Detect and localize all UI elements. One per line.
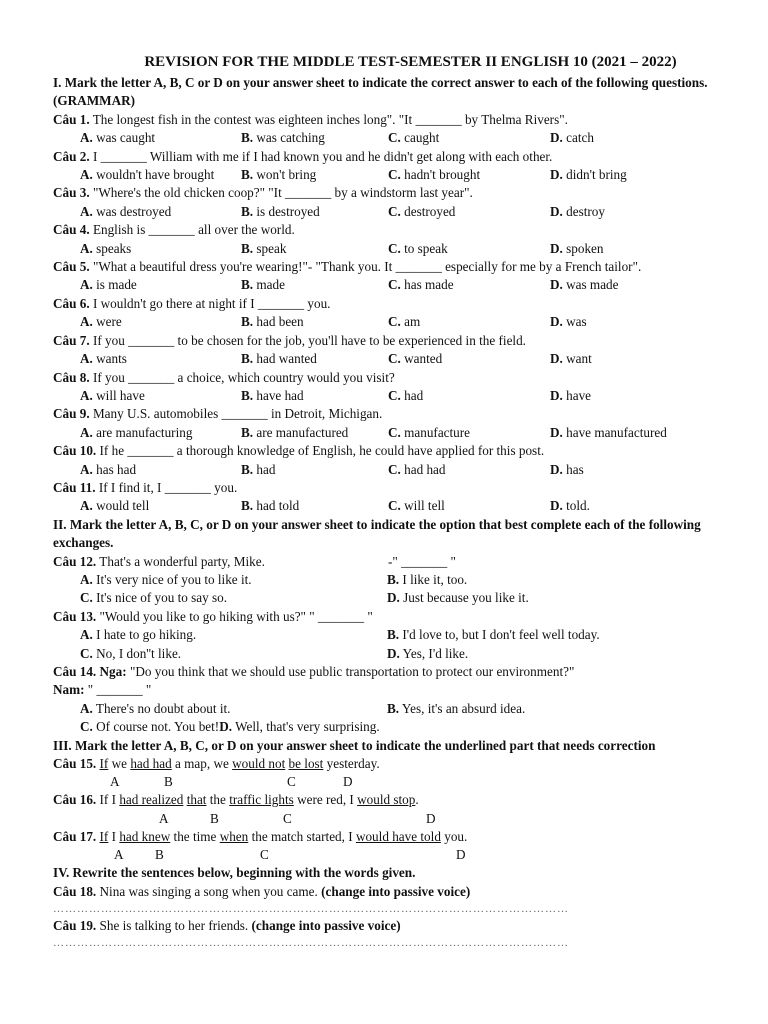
- option-b: B. had told: [241, 498, 300, 514]
- option-a: A. will have: [80, 387, 145, 403]
- underlined-part-a: had realized: [119, 792, 184, 808]
- question-10: Câu 10. If he _______ a thorough knowledge of English, he could have applied for this post.: [53, 443, 545, 459]
- underlined-part-a: If: [99, 828, 109, 844]
- option-a: A. was destroyed: [80, 203, 172, 219]
- option-b: B. had wanted: [241, 351, 317, 367]
- options-4: [53, 240, 738, 258]
- answer-line-19[interactable]: …………………………………………………………………………………………………………………: [53, 937, 569, 950]
- option-d: D. destroy: [550, 203, 605, 219]
- option-d: D. have manufactured: [550, 424, 667, 440]
- option-a: A. would tell: [80, 498, 150, 514]
- option-a: A. speaks: [80, 240, 132, 256]
- question-16: Câu 16. If I had realized that the traffic lights were red, I would stop.: [53, 792, 419, 808]
- option-a: A. has had: [80, 461, 137, 477]
- option-a: A. were: [80, 314, 122, 330]
- option-b: B. speak: [241, 240, 287, 256]
- options-14-ab: [53, 700, 738, 718]
- question-8: Câu 8. If you _______ a choice, which country would you visit?: [53, 369, 395, 385]
- options-3: [53, 203, 738, 221]
- underlined-part-a: If: [99, 756, 109, 772]
- underlined-part-c: when: [219, 828, 249, 844]
- option-d: D. want: [550, 351, 592, 367]
- question-14: Câu 14. Nga: "Do you think that we should use public transportation to protect our environment?": [53, 664, 575, 679]
- option-d: D. spoken: [550, 240, 604, 256]
- option-c: C. Of course not. You bet!: [80, 719, 220, 735]
- option-c: C. had: [388, 387, 424, 403]
- option-c: C. caught: [388, 130, 440, 146]
- question-19: Câu 19. She is talking to her friends. (change into passive voice): [53, 918, 401, 934]
- options-5: [53, 276, 738, 294]
- question-5: Câu 5. "What a beautiful dress you're wearing!"- "Thank you. It _______ especially for me by a French tailor".: [53, 259, 642, 275]
- options-7: [53, 350, 738, 368]
- underlined-part-b: had knew: [119, 828, 171, 844]
- underlined-part-c: traffic lights: [229, 792, 294, 808]
- options-11: [53, 497, 738, 515]
- underlined-part-d: would stop: [357, 792, 416, 808]
- options-1: [53, 129, 738, 147]
- option-c: C. to speak: [388, 240, 448, 256]
- option-c: C. hadn't brought: [388, 167, 481, 183]
- answer-line-18[interactable]: …………………………………………………………………………………………………………………: [53, 903, 569, 916]
- option-c: C. manufacture: [388, 424, 471, 440]
- underlined-part-b: had had: [130, 756, 172, 772]
- option-d: D. has: [550, 461, 584, 477]
- options-14-cd: [53, 718, 738, 736]
- option-d: D. told.: [550, 498, 590, 514]
- option-b: B. won't bring: [241, 167, 317, 183]
- option-d: D. was: [550, 314, 587, 330]
- option-a: A. It's very nice of you to like it.: [80, 571, 252, 587]
- question-2: Câu 2. I _______ William with me if I had known you and he didn't get along with each other.: [53, 148, 553, 164]
- question-12: Câu 12. That's a wonderful party, Mike. -" _______ ": [53, 553, 456, 569]
- section-2-heading: II. Mark the letter A, B, C, or D on your answer sheet to indicate the option that best complete each of the following exchanges.: [53, 516, 701, 551]
- options-12-cd: [53, 589, 738, 607]
- option-d: D. was made: [550, 277, 619, 293]
- underlined-part-d: would have told: [355, 828, 441, 844]
- part-letters-15: A B C D: [110, 774, 353, 790]
- option-c: C. wanted: [388, 351, 443, 367]
- option-a: A. There's no doubt about it.: [80, 700, 231, 716]
- option-c: C. had had: [388, 461, 446, 477]
- option-c: C. destroyed: [388, 203, 456, 219]
- page-title: REVISION FOR THE MIDDLE TEST-SEMESTER II ENGLISH 10 (2021 – 2022): [144, 54, 677, 70]
- question-text: The longest fish in the contest was eighteen inches long". "It _______ by Thelma Rivers".: [92, 111, 568, 127]
- option-a: A. wants: [80, 351, 127, 367]
- option-d: D. Yes, I'd like.: [387, 645, 469, 661]
- option-b: B. was catching: [241, 130, 325, 146]
- question-9: Câu 9. Many U.S. automobiles _______ in Detroit, Michigan.: [53, 406, 383, 422]
- options-13-ab: [53, 626, 738, 644]
- option-c: C. has made: [388, 277, 454, 293]
- option-b: B. is destroyed: [241, 203, 320, 219]
- underlined-part-b: that: [186, 792, 207, 808]
- options-13-cd: [53, 645, 738, 663]
- section-1-heading: I. Mark the letter A, B, C or D on your answer sheet to indicate the correct answer to each of the following questions. (GRAMMAR): [53, 75, 708, 109]
- question-6: Câu 6. I wouldn't go there at night if I _______ you.: [53, 295, 331, 311]
- option-d: D. have: [550, 387, 592, 403]
- option-b: B. had been: [241, 314, 304, 330]
- question-13: Câu 13. "Would you like to go hiking with us?" " _______ ": [53, 608, 373, 624]
- option-a: A. wouldn't have brought: [80, 167, 215, 183]
- option-d: D. catch: [550, 130, 594, 146]
- question-11: Câu 11. If I find it, I _______ you.: [53, 479, 238, 495]
- question-number: Câu 1.: [53, 111, 90, 127]
- option-c: C. No, I don''t like.: [80, 645, 182, 661]
- options-2: [53, 166, 738, 184]
- option-b: B. I'd love to, but I don't feel well today.: [387, 627, 600, 643]
- option-c: C. am: [388, 314, 421, 330]
- question-14-reply: Nam: " _______ ": [53, 682, 152, 698]
- question-18: Câu 18. Nina was singing a song when you came. (change into passive voice): [53, 883, 471, 899]
- option-d: D. Just because you like it.: [387, 590, 529, 606]
- question-7: Câu 7. If you _______ to be chosen for the job, you'll have to be experienced in the field.: [53, 332, 526, 348]
- options-9: [53, 424, 738, 442]
- question-4: Câu 4. English is _______ all over the world.: [53, 222, 295, 238]
- option-a: A. is made: [80, 277, 137, 293]
- underlined-part-c: would not: [232, 756, 286, 772]
- option-a: A. I hate to go hiking.: [80, 627, 197, 643]
- part-letters-16: A B C D: [159, 810, 436, 826]
- option-a: A. was caught: [80, 130, 156, 146]
- question-1: [53, 111, 738, 129]
- options-12-ab: [53, 571, 738, 589]
- option-d: D. didn't bring: [550, 167, 627, 183]
- option-b: B. had: [241, 461, 276, 477]
- question-3: Câu 3. "Where's the old chicken coop?" "It _______ by a windstorm last year".: [53, 185, 473, 201]
- option-b: B. I like it, too.: [387, 571, 468, 587]
- options-8: [53, 387, 738, 405]
- options-10: [53, 461, 738, 479]
- question-17: Câu 17. If I had knew the time when the match started, I would have told you.: [53, 828, 468, 844]
- option-d: D. Well, that's very surprising.: [219, 719, 380, 735]
- option-b: B. Yes, it's an absurd idea.: [387, 700, 526, 716]
- option-b: B. made: [241, 277, 285, 293]
- section-3-heading: III. Mark the letter A, B, C, or D on your answer sheet to indicate the underlined part that needs correction: [53, 737, 656, 753]
- option-c: C. It's nice of you to say so.: [80, 590, 228, 606]
- underlined-part-d: be lost: [288, 756, 324, 772]
- option-b: B. are manufactured: [241, 424, 349, 440]
- option-b: B. have had: [241, 387, 304, 403]
- part-letters-17: A B C D: [114, 847, 466, 863]
- option-a: A. are manufacturing: [80, 424, 193, 440]
- options-6: [53, 313, 738, 331]
- question-15: Câu 15. If we had had a map, we would not be lost yesterday.: [53, 756, 380, 772]
- section-4-heading: IV. Rewrite the sentences below, beginning with the words given.: [53, 865, 416, 881]
- option-c: C. will tell: [388, 498, 445, 514]
